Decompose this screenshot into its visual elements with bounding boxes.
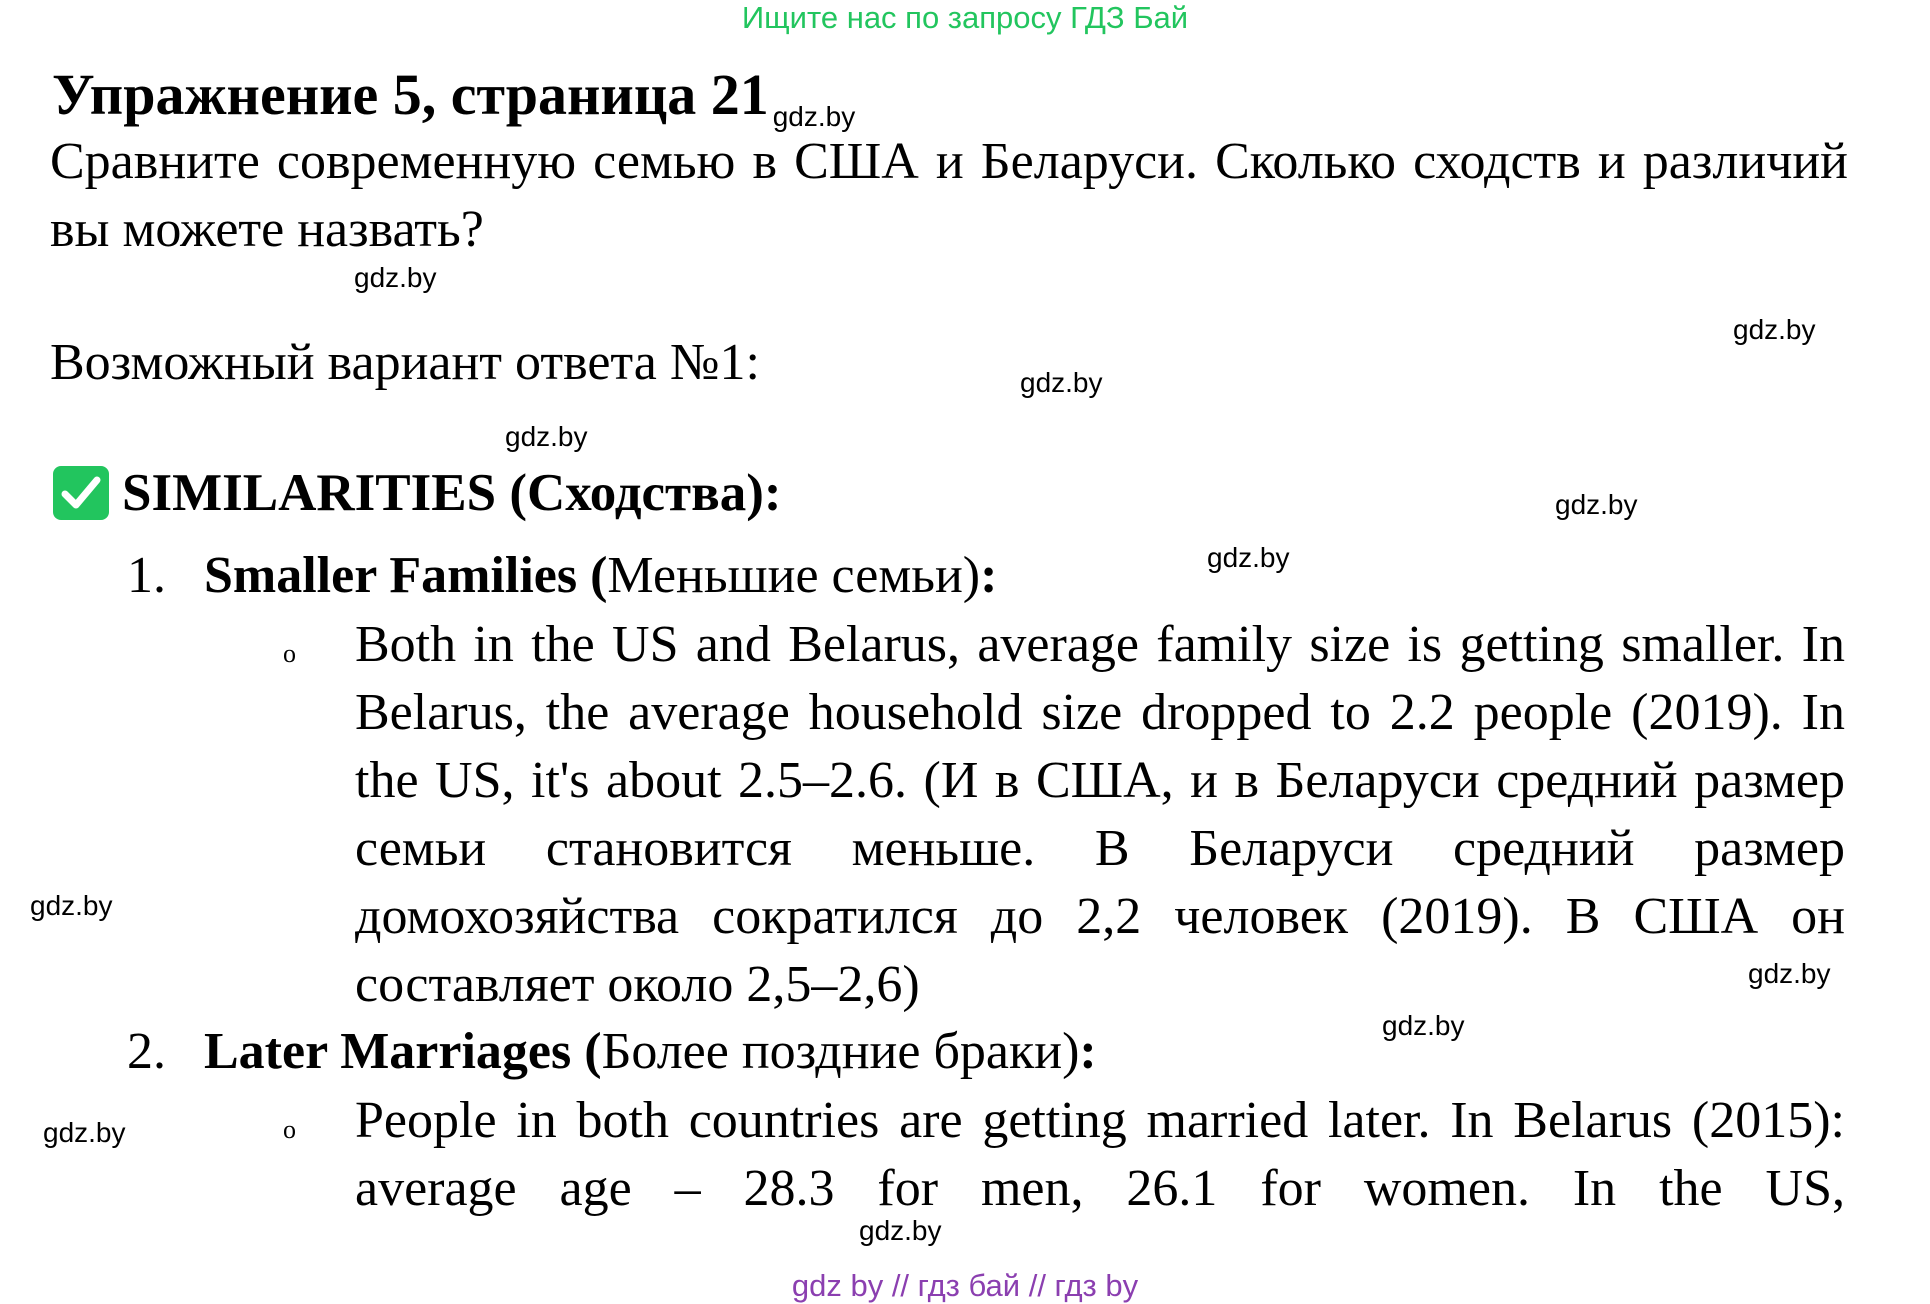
watermark: gdz.by xyxy=(1555,489,1638,520)
answer-intro: Возможный вариант ответа №1: xyxy=(50,334,760,391)
item-heading xyxy=(204,543,997,609)
watermark: gdz.by xyxy=(859,1215,942,1246)
item-heading-open: ( xyxy=(571,1023,602,1080)
title-watermark: gdz.by xyxy=(772,101,856,132)
watermark: gdz.by xyxy=(30,890,113,921)
footer-links: gdz by // гдз бай // гдз by xyxy=(791,1268,1139,1303)
watermark: gdz.by xyxy=(1020,367,1103,398)
item-heading-colon: : xyxy=(980,547,998,604)
item-heading-open: ( xyxy=(577,547,608,604)
watermark: gdz.by xyxy=(1733,314,1816,345)
watermark: gdz.by xyxy=(43,1117,126,1148)
item-heading-en: Later Marriages xyxy=(204,1023,572,1080)
item-number: 1. xyxy=(127,547,166,604)
item-number: 2. xyxy=(127,1023,166,1080)
exercise-title-text: Упражнение 5, страница 21 xyxy=(52,62,769,127)
check-mark-icon xyxy=(52,465,110,521)
section-heading-text: SIMILARITIES (Сходства): xyxy=(122,464,782,522)
item-paragraph: Both in the US and Belarus, average family size is getting smaller. In Belarus, the average household size dropped to 2.2 people (2019). In the US, it's about 2.5–2.6. (И в США, и в Беларуси средний размер семьи становится меньше. В Беларуси средний размер домохозяйства сократился до 2,2 человек (2019). В США он составляет около 2,5–2,6) xyxy=(355,616,1845,1013)
question-text: Сравните современную семью в США и Беларуси. Сколько сходств и различий вы можете назвать? xyxy=(50,133,1848,258)
bullet-marker: o xyxy=(283,639,296,668)
top-banner: Ищите нас по запросу ГДЗ Бай xyxy=(741,0,1189,35)
item-heading-en: Smaller Families xyxy=(204,547,578,604)
watermark: gdz.by xyxy=(505,421,588,452)
item-heading-colon: : xyxy=(1079,1023,1097,1080)
watermark: gdz.by xyxy=(354,262,437,293)
watermark: gdz.by xyxy=(1382,1010,1465,1041)
item-paragraph: People in both countries are getting married later. In Belarus (2015): average age – 28.3 for men, 26.1 for women. In the US, xyxy=(355,1092,1845,1217)
item-heading-ru: Более поздние браки) xyxy=(601,1023,1080,1080)
bullet-marker: o xyxy=(283,1115,296,1144)
item-heading-ru: Меньшие семьи) xyxy=(607,547,981,604)
watermark: gdz.by xyxy=(1207,542,1290,573)
watermark: gdz.by xyxy=(1748,958,1831,989)
section-heading xyxy=(52,458,782,528)
item-heading xyxy=(204,1019,1097,1085)
